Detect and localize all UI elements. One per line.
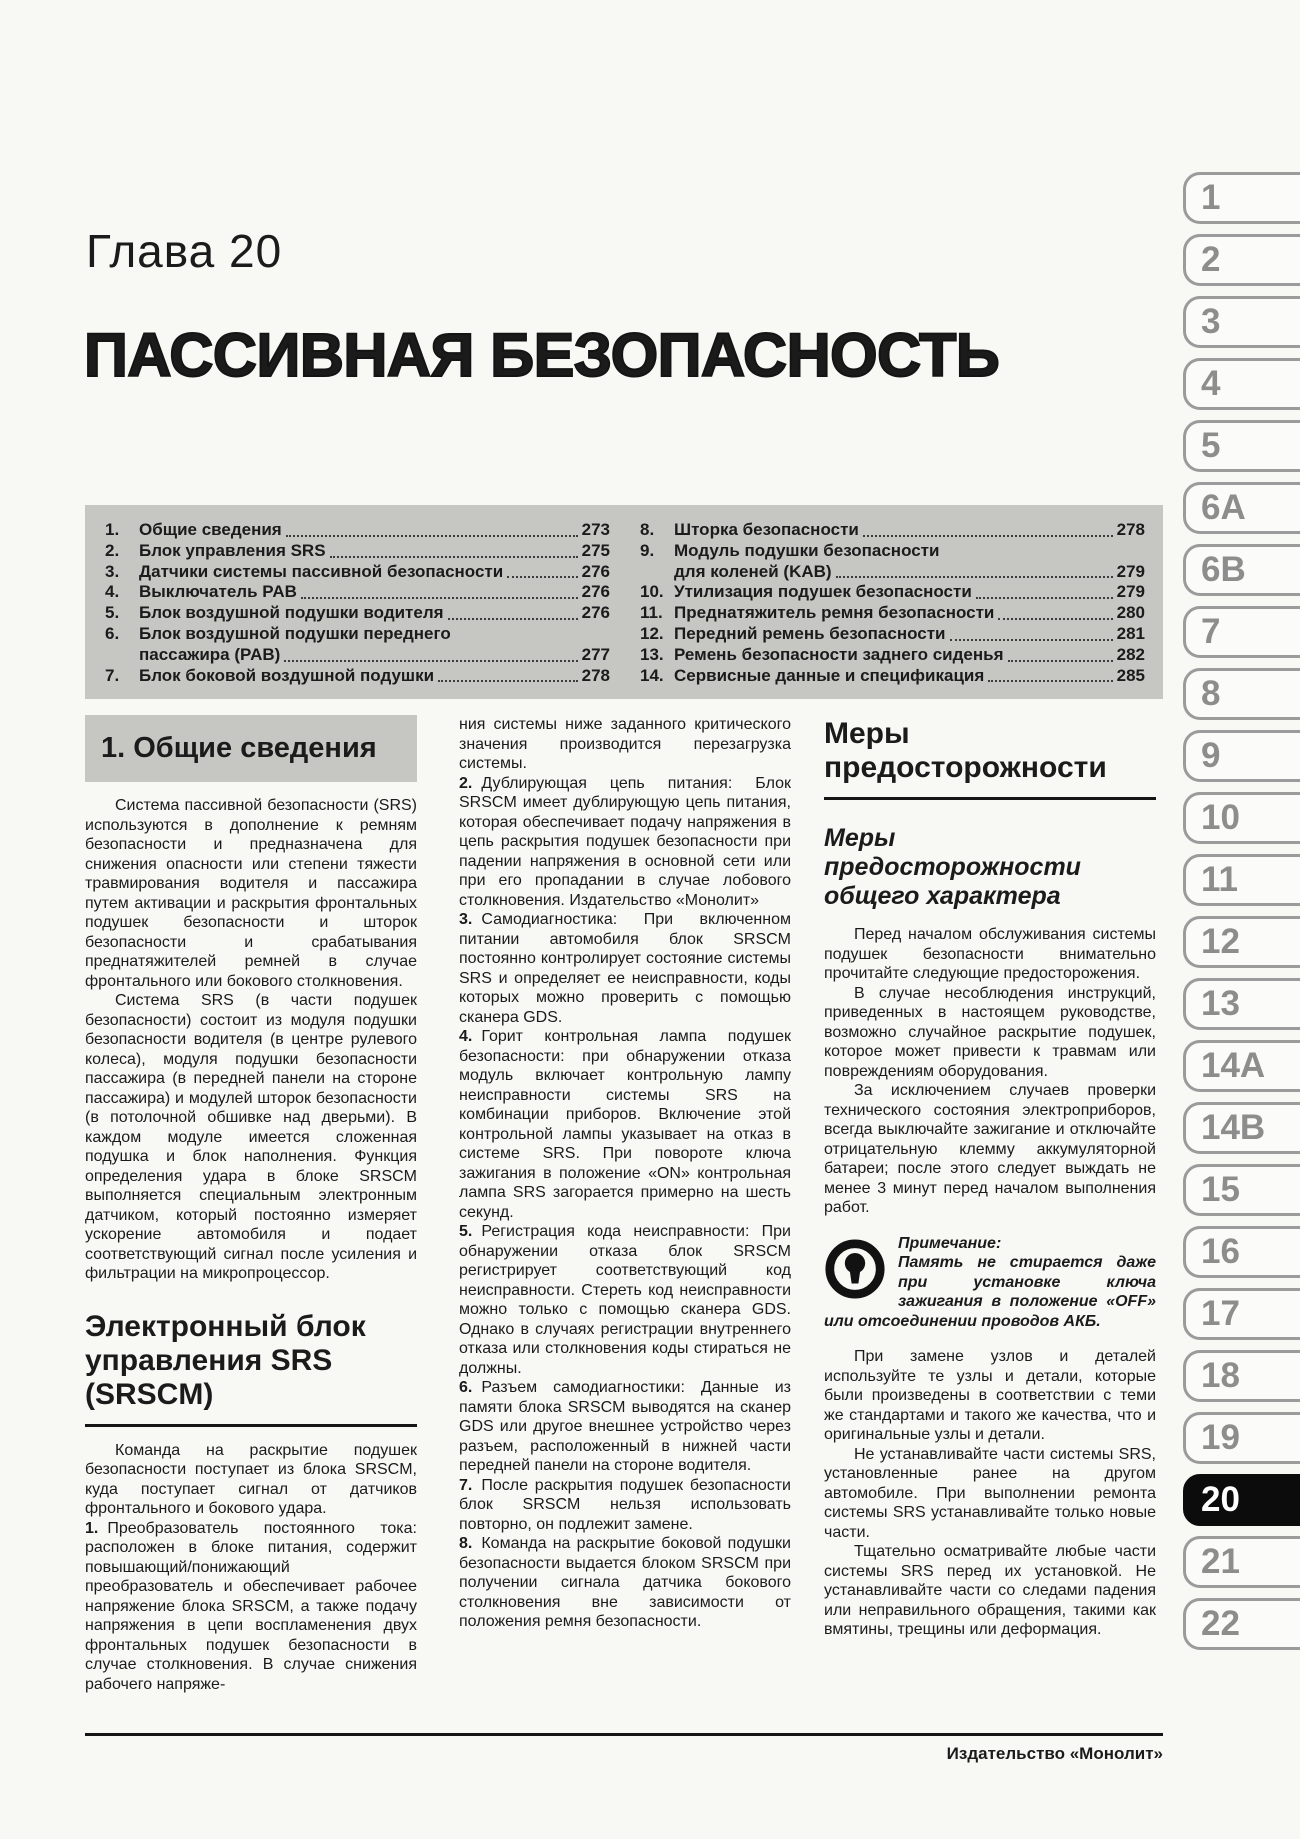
chapter-tab-10: 10 (1183, 792, 1300, 844)
chapter-tab-6a: 6A (1183, 482, 1300, 534)
toc-entry: 14. Сервисные данные и спецификация 285 (640, 665, 1145, 685)
table-of-contents (85, 505, 1163, 699)
chapter-tab-7: 7 (1183, 606, 1300, 658)
dot-leader (330, 541, 578, 558)
paragraph: Не устанавливайте части системы SRS, установленные ранее на другом автомобиле. При выполнении ремонта системы SRS устанавливайте только новые части. (824, 1445, 1156, 1541)
toc-entry: 6. Блок воздушной подушки переднего пассажира (PAB) 277 (105, 623, 610, 664)
toc-entry: 9. Модуль подушки безопасности для коленей (KAB) 279 (640, 540, 1145, 581)
page-title: ПАССИВНАЯ БЕЗОПАСНОСТЬ (84, 321, 1000, 389)
chapter-tab-22: 22 (1183, 1598, 1300, 1650)
numbered-item: 5. Регистрация кода неисправности: При обнаружении отказа блок SRSCM регистрирует соответствующий код неисправности. Стереть код неисправности можно только с помощью сканера GDS. Однако в случаях регистрации внутреннего отказа или столкновения коды стираться не должны. (459, 1223, 791, 1377)
chapter-tab-16: 16 (1183, 1226, 1300, 1278)
paragraph: При замене узлов и деталей используйте те узлы и детали, которые были произведены в соответствии с теми же стандартами и такого же качества, что и оригинальные узлы и детали. (824, 1348, 1156, 1443)
chapter-label: Глава 20 (86, 225, 283, 277)
toc-entry: 3. Датчики системы пассивной безопасности 276 (105, 561, 610, 581)
paragraph: Система пассивной безопасности (SRS) используются в дополнение к ремням безопасности и предназначена для снижения опасности или степени тяжести травмирования водителя и пассажира путем активации и раскрытия фронтальных подушек безопасности и шторок безопасности и срабатывания преднатяжителей ремней в случае фронтального или бокового столкновения. (85, 797, 417, 990)
footer-rule (85, 1733, 1163, 1736)
dot-leader (507, 562, 577, 579)
paragraph: Система SRS (в части подушек безопасности) состоит из модуля подушки безопасности водителя (в центре рулевого колеса), модуля подушки безопасности пассажира (в передней панели на стороне пассажира) и модулей шторок безопасности (в потолочной обшивке над дверьми). В каждом модуле имеется сложенная подушка и блок наполнения. Функция определения удара в блоке SRSCM выполняется специальным электронным датчиком, который постоянно измеряет ускорение автомобиля и подает соответствующий сигнал после усиления и фильтрации на микропроцессор. (85, 992, 417, 1282)
numbered-item: 8. Команда на раскрытие боковой подушки безопасности выдается блоком SRSCM при получении сигнала датчика бокового столкновения вне зависимости от положения ремня безопасности. (459, 1535, 791, 1630)
chapter-tab-6b: 6B (1183, 544, 1300, 596)
chapter-tab-4: 4 (1183, 358, 1300, 410)
dot-leader (301, 582, 578, 599)
dot-leader (286, 520, 578, 537)
chapter-tab-11: 11 (1183, 854, 1300, 906)
note-block (824, 1234, 1156, 1332)
chapter-tab-5: 5 (1183, 420, 1300, 472)
chapter-tab-18: 18 (1183, 1350, 1300, 1402)
toc-entry: 1. Общие сведения 273 (105, 520, 610, 539)
chapter-tab-20-active: 20 (1183, 1474, 1300, 1526)
paragraph: Команда на раскрытие подушек безопасности поступает из блока SRSCM, куда поступает сигнал от датчиков фронтального и бокового удара. (85, 1441, 417, 1517)
numbered-item: 2. Дублирующая цепь питания: Блок SRSCM имеет дублирующую цепь питания, которая обеспечивает подачу напряжения в цепь раскрытия подушек безопасности при падении напряжения в основной сети или при его пропадании в случае лобового столкновения. Издательство «Монолит» (459, 774, 791, 909)
note-title: Примечание: (898, 1234, 1002, 1252)
numbered-item: 7. После раскрытия подушек безопасности блок SRSCM нельзя использовать повторно, он подлежит замене. (459, 1476, 791, 1533)
chapter-tab-19: 19 (1183, 1412, 1300, 1464)
chapter-tab-8: 8 (1183, 668, 1300, 720)
paragraph: В случае несоблюдения инструкций, приведенных в настоящем руководстве, возможно случайное раскрытие подушек, которое может привести к травмам или повреждениям оборудования. (824, 984, 1156, 1080)
toc-entry: 8. Шторка безопасности 278 (640, 520, 1145, 539)
toc-entry: 5. Блок воздушной подушки водителя 276 (105, 603, 610, 623)
numbered-item: 1. Преобразователь постоянного тока: расположен в блоке питания, содержит повышающий/понижающий преобразователь и обеспечивает рабочее напряжение блока SRSCM, а также подачу напряжения в цепи воспламенения двух фронтальных подушек безопасности в случае столкновения. В случае снижения рабочего напряже- (85, 1519, 417, 1693)
numbered-item: 4. Горит контрольная лампа подушек безопасности: при обнаружении отказа модуль включает контрольную лампу неисправности системы SRS на комбинации приборов. Включение этой контрольной лампы указывает на отказ в системе SRS. При повороте ключа зажигания в положение «ON» контрольная лампа SRS загорается примерно на шесть секунд. (459, 1028, 791, 1221)
note-bulb-icon (824, 1238, 886, 1300)
numbered-item: 3. Самодиагностика: При включенном питании автомобиля блок SRSCM постоянно контролирует состояние системы SRS и определяет ее неисправности, коды которых можно проверить с помощью сканера GDS. (459, 911, 791, 1026)
dot-leader (863, 520, 1113, 537)
toc-entry: 11. Преднатяжитель ремня безопасности 280 (640, 603, 1145, 623)
dot-leader (950, 624, 1113, 641)
toc-entry: 2. Блок управления SRS 275 (105, 540, 610, 560)
toc-entry: 10. Утилизация подушек безопасности 279 (640, 582, 1145, 602)
section-header: 1. Общие сведения (85, 715, 417, 782)
dot-leader (1008, 645, 1113, 662)
dot-leader (284, 645, 577, 662)
dot-leader (448, 603, 578, 620)
chapter-tab-3: 3 (1183, 296, 1300, 348)
chapter-tab-rail (1183, 172, 1300, 1660)
text-column-3 (824, 715, 1156, 1640)
subsection-heading-srscm: Электронный блок управления SRS (SRSCM) (85, 1310, 417, 1427)
chapter-tab-13: 13 (1183, 978, 1300, 1030)
toc-entry: 7. Блок боковой воздушной подушки 278 (105, 665, 610, 685)
chapter-tab-14a: 14A (1183, 1040, 1300, 1092)
text-column-2 (459, 715, 791, 1632)
chapter-tab-12: 12 (1183, 916, 1300, 968)
toc-entry: 12. Передний ремень безопасности 281 (640, 623, 1145, 643)
dot-leader (998, 603, 1112, 620)
text-column-1 (85, 715, 417, 1694)
toc-entry: 4. Выключатель PAB 276 (105, 582, 610, 602)
chapter-tab-14b: 14B (1183, 1102, 1300, 1154)
paragraph: Тщательно осматривайте любые части системы SRS перед их установкой. Не устанавливайте части со следами падения или неправильного обращения, такими как вмятины, трещины или деформация. (824, 1543, 1156, 1638)
publisher-footer: Издательство «Монолит» (946, 1744, 1163, 1763)
toc-left-column (105, 520, 610, 686)
precautions-heading: Меры предосторожности (824, 717, 1156, 800)
paragraph: За исключением случаев проверки технического состояния электроприборов, всегда выключайте зажигание и отключайте отрицательную клемму аккумуляторной батареи; после этого следует выждать не менее 3 минут перед началом выполнения работ. (824, 1082, 1156, 1216)
note-body: Память не стирается даже при установке ключа зажигания в положение «OFF» или отсоединении проводов АКБ. (824, 1254, 1156, 1330)
chapter-tab-15: 15 (1183, 1164, 1300, 1216)
paragraph-continuation: ния системы ниже заданного критического значения производится перезагрузка системы. (459, 716, 791, 772)
dot-leader (438, 666, 578, 683)
chapter-tab-1: 1 (1183, 172, 1300, 224)
numbered-item: 6. Разъем самодиагностики: Данные из памяти блока SRSCM выводятся на сканер GDS или другое внешнее устройство через разъем, расположенный в нижней части передней панели на стороне водителя. (459, 1379, 791, 1474)
dot-leader (836, 562, 1113, 579)
dot-leader (988, 666, 1112, 683)
chapter-tab-2: 2 (1183, 234, 1300, 286)
chapter-tab-17: 17 (1183, 1288, 1300, 1340)
precautions-subheading: Меры предосторожности общего характера (824, 824, 1081, 910)
toc-entry: 13. Ремень безопасности заднего сиденья 282 (640, 644, 1145, 664)
dot-leader (976, 582, 1113, 599)
paragraph: Перед началом обслуживания системы подушек безопасности внимательно прочитайте следующие предосторожения. (824, 926, 1156, 982)
chapter-tab-9: 9 (1183, 730, 1300, 782)
toc-right-column (640, 520, 1145, 686)
chapter-tab-21: 21 (1183, 1536, 1300, 1588)
